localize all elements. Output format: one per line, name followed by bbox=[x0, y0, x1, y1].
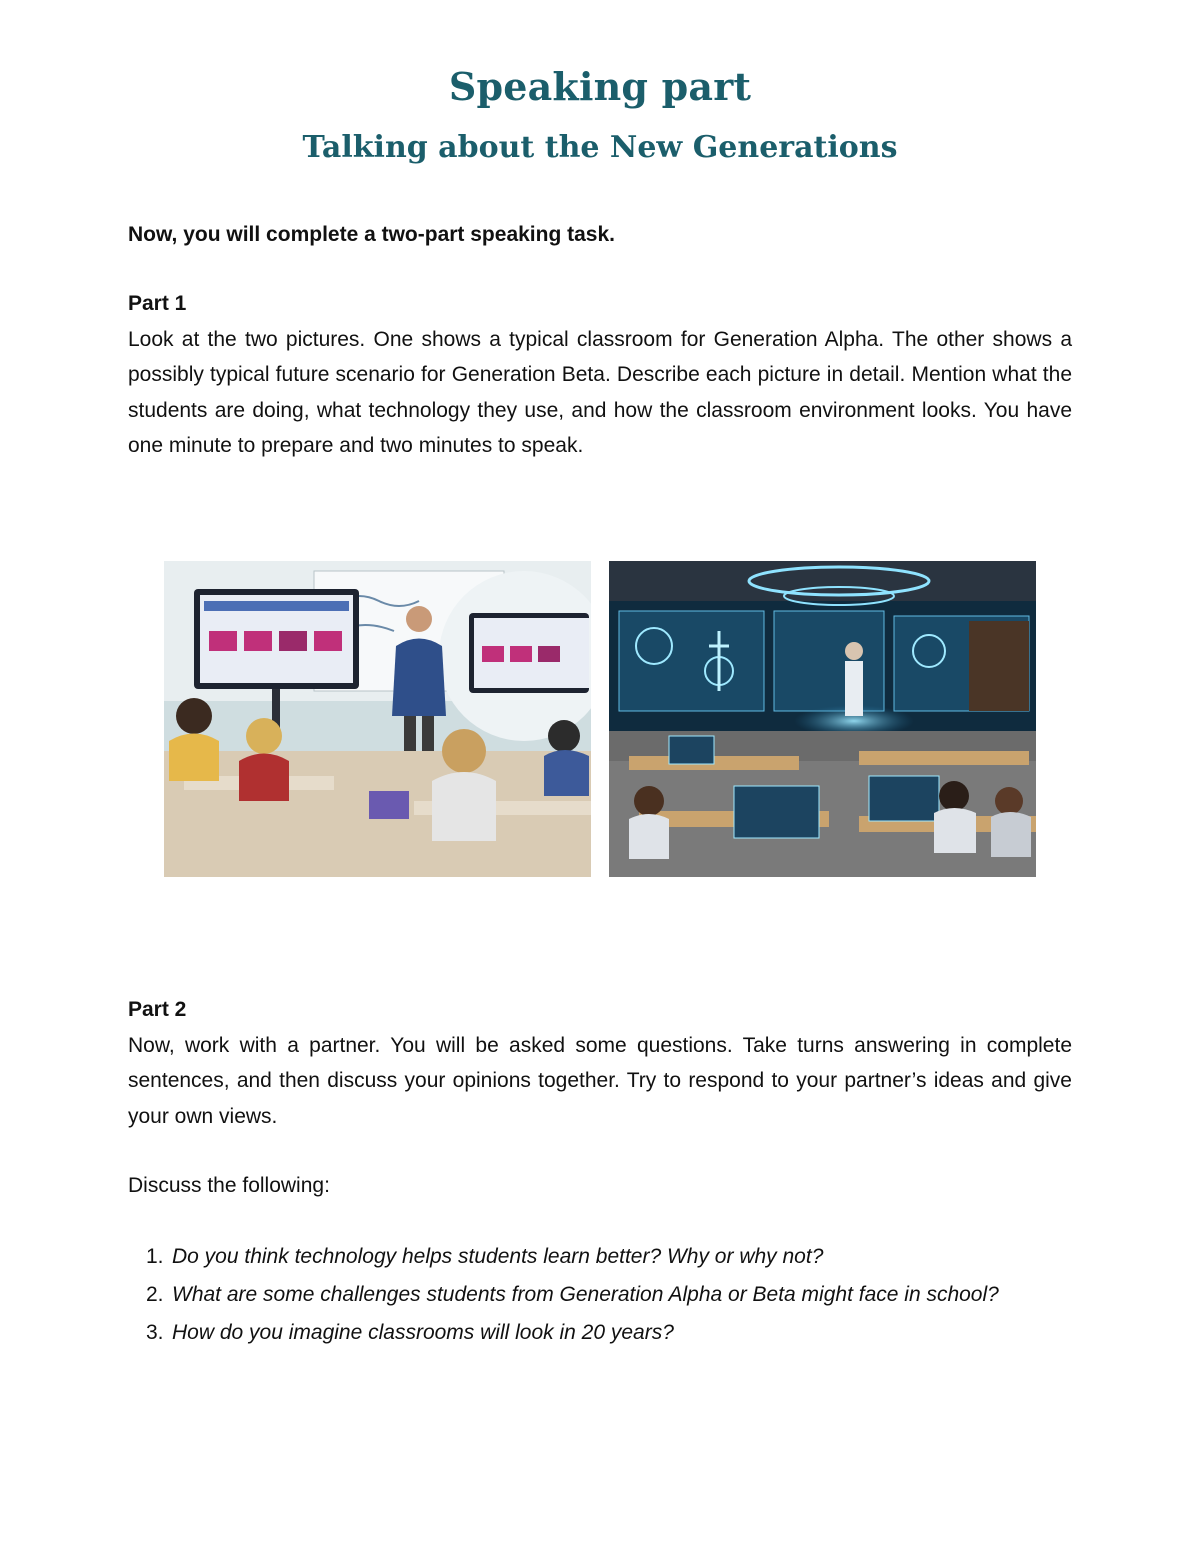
part2-instructions: Now, work with a partner. You will be asked some questions. Take turns answering in complete sentences, and then discuss your opinions together. Try to respond to your partner’s ideas and give your own views. bbox=[128, 1033, 1072, 1128]
list-item bbox=[128, 1276, 1072, 1314]
task-intro: Now, you will complete a two-part speaking task. bbox=[128, 223, 615, 246]
list-item bbox=[128, 1238, 1072, 1276]
question-number: 3. bbox=[146, 1321, 164, 1344]
part1-heading: Part 1 bbox=[128, 292, 187, 315]
page-title: Speaking part bbox=[448, 64, 752, 109]
part1-instructions: Look at the two pictures. One shows a typical classroom for Generation Alpha. The other shows a possibly typical future scenario for Generation Beta. Describe each picture in detail. Mention what the students are doing, what technology they use, and how the classroom environment looks. You have one minute to prepare and two minutes to speak. bbox=[128, 327, 1072, 457]
part2-heading: Part 2 bbox=[128, 998, 187, 1021]
question-text: Do you think technology helps students learn better? Why or why not? bbox=[172, 1245, 824, 1268]
question-text: How do you imagine classrooms will look in 20 years? bbox=[172, 1321, 674, 1344]
page-subtitle: Talking about the New Generations bbox=[302, 130, 898, 165]
generation-beta-classroom-image bbox=[609, 561, 1036, 877]
discuss-label: Discuss the following: bbox=[128, 1174, 330, 1197]
question-number: 1. bbox=[146, 1245, 164, 1268]
list-item bbox=[128, 1314, 1072, 1352]
discussion-questions bbox=[128, 1238, 1072, 1352]
generation-alpha-classroom-image bbox=[164, 561, 591, 877]
question-text: What are some challenges students from Generation Alpha or Beta might face in school? bbox=[172, 1283, 999, 1306]
part2-section bbox=[128, 992, 1072, 1134]
part1-section bbox=[128, 286, 1072, 464]
question-number: 2. bbox=[146, 1283, 164, 1306]
